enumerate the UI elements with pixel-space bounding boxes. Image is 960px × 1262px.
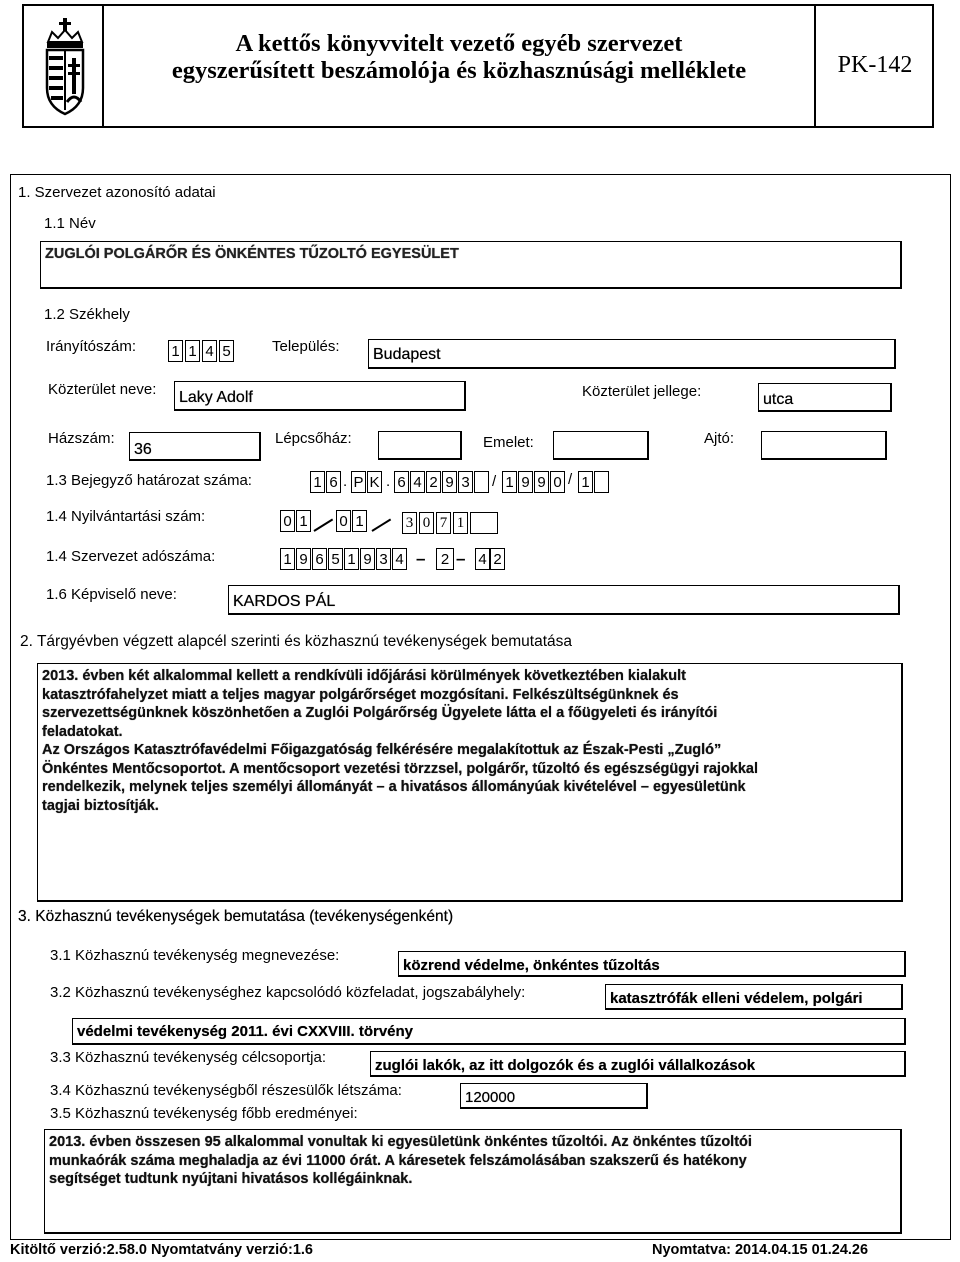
tax-digit: 4 — [392, 548, 407, 570]
section1-title: 1. Szervezet azonosító adatai — [18, 184, 216, 201]
activity-line: szervezettségünknek köszönhetően a Zuglói Polgárőrség Ügyelete látta el a főügyeleti és irányítói — [42, 705, 718, 721]
registration-label: 1.3 Bejegyző határozat száma: — [46, 472, 252, 489]
record-digit: 1 — [352, 510, 367, 532]
representative-field[interactable]: KARDOS PÁL — [228, 585, 900, 615]
record-digit: 0 — [336, 510, 351, 532]
activity-line: rendelkezik, melynek teljes személyi állományát – a hivatásos állományúak kivételével – egyesületünk — [42, 779, 746, 795]
zip-digit: 5 — [219, 340, 234, 362]
registration-digit: 9 — [534, 471, 549, 493]
slash-divider — [313, 518, 333, 531]
seat-label: 1.2 Székhely — [44, 306, 130, 323]
registration-digit: 4 — [410, 471, 425, 493]
tax-digit: 9 — [360, 548, 375, 570]
zip-field[interactable] — [168, 340, 238, 364]
registration-digit: 6 — [326, 471, 341, 493]
activity-line: Az Országos Katasztrófavédelmi Főigazgatóság felkérésére megalakítottuk az Észak-Pesti „Zugló” — [42, 742, 722, 758]
city-label: Település: — [272, 338, 340, 355]
registration-digit: 3 — [458, 471, 473, 493]
registration-digit: 1 — [502, 471, 517, 493]
record-digit — [470, 512, 498, 534]
activity-line: katasztrófahelyzet miatt a teljes magyar polgárőrséget mozgósítani. Felkészültségünknek és — [42, 686, 679, 703]
beneficiary-count-field[interactable]: 120000 — [460, 1083, 648, 1109]
activity-line: feladatokat. — [42, 723, 123, 740]
door-field[interactable] — [761, 431, 887, 460]
form-title-line1: A kettős könyvvitelt vezető egyéb szervezet — [235, 30, 683, 57]
registration-separator: / — [568, 471, 573, 488]
record-digit: 1 — [296, 510, 311, 532]
slash-divider — [371, 518, 391, 531]
zip-label: Irányítószám: — [46, 338, 137, 355]
house-number-label: Házszám: — [48, 430, 115, 447]
tax-digit: 6 — [312, 548, 327, 570]
activity-name-label: 3.1 Közhasznú tevékenység megnevezése: — [50, 947, 340, 964]
result-line: 2013. évben összesen 95 alkalommal vonultak ki egyesületünk önkéntes tűzoltói. Az önkéntes tűzoltói — [49, 1134, 752, 1150]
organization-name-field[interactable]: ZUGLÓI POLGÁRŐR ÉS ÖNKÉNTES TŰZOLTÓ EGYESÜLET — [40, 241, 902, 289]
form-title-line2: egyszerűsített beszámolója és közhasznúsági melléklete — [171, 57, 747, 84]
registration-digit: 9 — [442, 471, 457, 493]
record-digit: 0 — [280, 510, 295, 532]
activities-description-field[interactable] — [37, 663, 903, 902]
tax-number-label: 1.4 Szervezet adószáma: — [46, 548, 216, 565]
door-label: Ajtó: — [704, 430, 735, 447]
tax-digit: 9 — [296, 548, 311, 570]
record-digit: 0 — [419, 512, 434, 534]
floor-field[interactable] — [553, 431, 649, 460]
registration-digit: K — [367, 471, 382, 493]
street-type-field[interactable]: utca — [758, 383, 892, 412]
form-title — [104, 30, 814, 84]
form-header — [22, 4, 934, 128]
public-task-label: 3.2 Közhasznú tevékenységhez kapcsolódó közfeladat, jogszabályhely: — [50, 984, 526, 1001]
zip-digit: 1 — [168, 340, 183, 362]
tax-digit: 2 — [490, 548, 505, 570]
tax-digit: 3 — [376, 548, 391, 570]
registration-digit: 6 — [394, 471, 409, 493]
staircase-field[interactable] — [378, 431, 462, 460]
tax-separator: – — [456, 549, 466, 568]
target-group-label: 3.3 Közhasznú tevékenység célcsoportja: — [50, 1049, 326, 1066]
target-group-field[interactable]: zuglói lakók, az itt dolgozók és a zuglói vállalkozások — [370, 1051, 906, 1077]
beneficiary-count-label: 3.4 Közhasznú tevékenységből részesülők létszáma: — [50, 1082, 402, 1099]
tax-digit: 2 — [436, 548, 454, 570]
activity-line: Önkéntes Mentőcsoportot. A mentőcsoport vezetési törzzsel, polgárőr, tűzoltó és egészségügyi rajokkal — [42, 760, 759, 777]
street-label: Közterület neve: — [48, 381, 157, 398]
print-timestamp: Nyomtatva: 2014.04.15 01.24.26 — [652, 1242, 869, 1258]
hungarian-coat-of-arms-icon — [44, 18, 86, 116]
activity-name-field[interactable]: közrend védelme, önkéntes tűzoltás — [398, 951, 906, 977]
section2-title: 2. Tárgyévben végzett alapcél szerinti és közhasznú tevékenységek bemutatása — [20, 633, 573, 650]
record-digit: 3 — [402, 512, 417, 534]
activity-line: tagjai biztosítják. — [42, 797, 159, 814]
registration-digit: 9 — [518, 471, 533, 493]
version-info: Kitöltő verzió:2.58.0 Nyomtatvány verzió:1.6 — [10, 1242, 313, 1258]
registration-digit — [474, 471, 489, 493]
result-line: munkaórák száma meghaladja az évi 11000 órát. A káresetek felszámolásában szakszerű és hatékony — [49, 1152, 747, 1169]
record-digit: 1 — [453, 512, 468, 534]
tax-digit: 1 — [344, 548, 359, 570]
street-type-label: Közterület jellege: — [582, 383, 702, 400]
representative-label: 1.6 Képviselő neve: — [46, 586, 177, 603]
registration-digit: 2 — [426, 471, 441, 493]
registration-digit: 1 — [310, 471, 325, 493]
result-line: segítséget tudtunk nyújtani hivatásos kollégáinknak. — [49, 1171, 413, 1187]
staircase-label: Lépcsőház: — [275, 430, 352, 447]
city-field[interactable]: Budapest — [368, 339, 896, 369]
tax-number-field[interactable] — [280, 548, 510, 574]
activity-line: 2013. évben két alkalommal kellett a rendkívüli időjárási körülmények következtében kialakult — [42, 668, 686, 684]
public-task-field-continued[interactable]: védelmi tevékenység 2011. évi CXXVIII. törvény — [72, 1018, 906, 1045]
tax-separator: – — [416, 549, 426, 568]
results-label: 3.5 Közhasznú tevékenység főbb eredményei: — [50, 1105, 358, 1122]
public-task-field[interactable]: katasztrófák elleni védelem, polgári — [605, 984, 903, 1010]
registration-separator: / — [492, 473, 497, 490]
registration-number-field[interactable] — [310, 471, 610, 497]
record-number-field[interactable] — [280, 510, 504, 536]
registration-separator: . — [343, 473, 348, 490]
registration-digit: 0 — [550, 471, 565, 493]
tax-digit: 1 — [280, 548, 295, 570]
street-field[interactable]: Laky Adolf — [174, 381, 466, 411]
tax-digit: 5 — [328, 548, 343, 570]
floor-label: Emelet: — [483, 434, 534, 451]
zip-digit: 1 — [185, 340, 200, 362]
registration-digit — [594, 471, 609, 493]
section3-title: 3. Közhasznú tevékenységek bemutatása (tevékenységenként) — [18, 908, 454, 925]
registration-separator: . — [386, 473, 391, 490]
results-field[interactable] — [44, 1129, 902, 1234]
record-digit: 7 — [436, 512, 451, 534]
zip-digit: 4 — [202, 340, 217, 362]
name-label: 1.1 Név — [44, 215, 96, 232]
form-code: PK-142 — [837, 52, 913, 78]
registration-digit: P — [351, 471, 366, 493]
registration-digit: 1 — [578, 471, 593, 493]
house-number-field[interactable]: 36 — [129, 432, 261, 461]
record-number-label: 1.4 Nyilvántartási szám: — [46, 508, 206, 525]
tax-digit: 4 — [475, 548, 490, 570]
